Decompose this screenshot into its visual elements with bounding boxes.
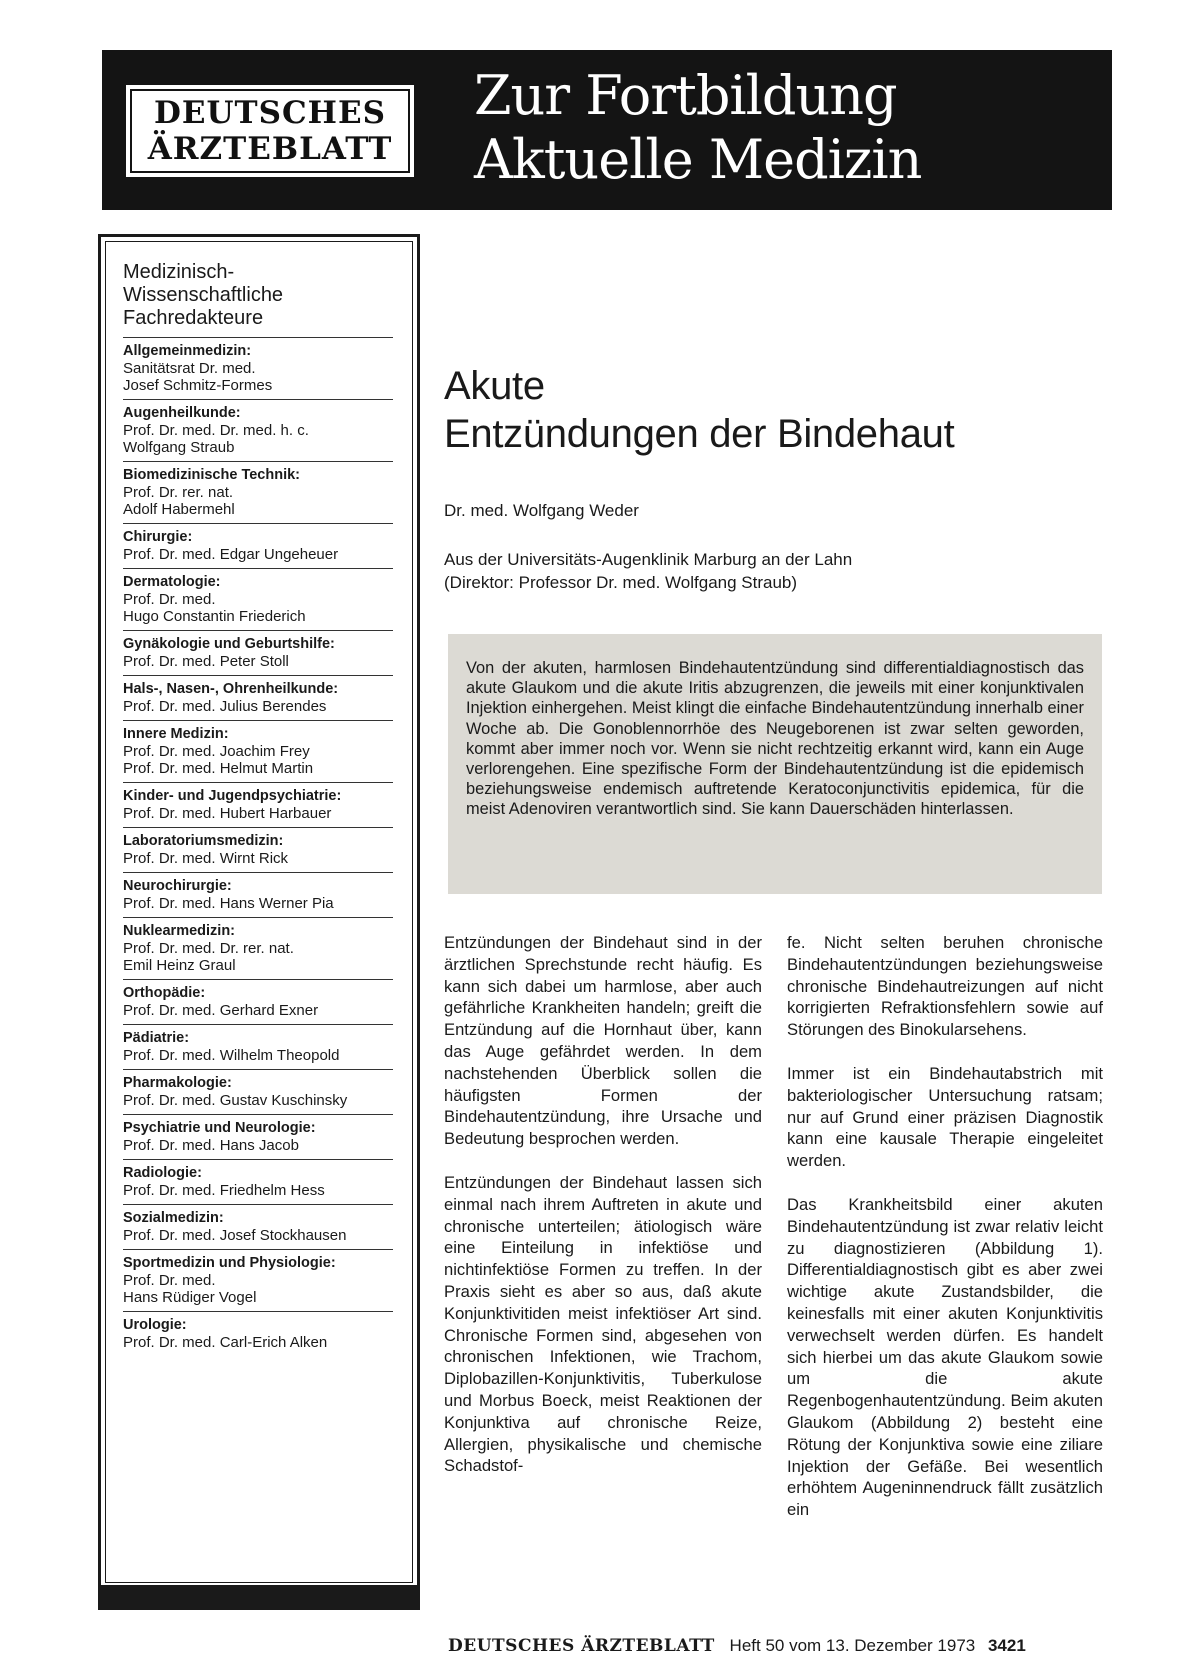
article-title-line-2: Entzündungen der Bindehaut (444, 412, 955, 456)
editors-heading-line: Fachredakteure (123, 307, 264, 329)
editor-specialty: Augenheilkunde: (123, 405, 241, 421)
editor-name-line: Prof. Dr. med. Edgar Ungeheuer (123, 546, 339, 563)
body-paragraph: fe. Nicht selten beruhen chronische Bindehautentzündungen beziehungsweise chronische Bindehautreizungen auf nicht korrigierten Refraktionsfehlern sowie auf Störungen des Binokularsehens. (787, 933, 1103, 1040)
editor-name-line: Prof. Dr. med. Joachim Frey (123, 743, 310, 760)
editor-specialty: Radiologie: (123, 1165, 202, 1181)
editor-entry (123, 1159, 393, 1204)
section-title (474, 64, 921, 192)
article-title-line-1: Akute (444, 364, 545, 408)
editor-entry (123, 568, 393, 630)
editor-name-line: Prof. Dr. med. Wirnt Rick (123, 850, 289, 867)
editor-name-line: Emil Heinz Graul (123, 957, 236, 974)
editor-name-line: Prof. Dr. med. Carl-Erich Alken (123, 1334, 328, 1351)
abstract-box (448, 634, 1102, 894)
body-paragraph: Entzündungen der Bindehaut lassen sich einmal nach ihrem Auftreten in akute und chronische unterteilen; ätiologisch wäre eine Einteilung in infektiöse und nichtinfektiöse Formen zu treffen. In der Praxis sieht es aber so aus, daß akute Konjunktivitiden meist infektiöser Art sind. Chronische Formen sind, abgesehen von chronischen Infektionen, wie Trachom, Diplobazillen-Konjunktivitis, Tuberkulose und Morbus Boeck, meist Reaktionen der Konjunktiva auf chronische Reize, Allergien, physikalische und chemische Schadstof- (444, 1172, 762, 1476)
editor-entry (123, 827, 393, 872)
abstract-text: Von der akuten, harmlosen Bindehautentzündung sind differentialdiagnostisch das akute Glaukom und die akute Iritis abzugrenzen, die jeweils mit einer konjunktivalen Injektion einhergehen. Meist klingt die einfache Bindehautentzündung innerhalb einer Woche ab. Die Gonoblennorrhöe des Neugeborenen ist zwar selten geworden, kommt aber immer noch vor. Wenn sie nicht rechtzeitig erkannt wird, kann ein Auge verlorengehen. Eine spezifische Form der Bindehautentzündung ist die epidemisch beziehungsweise endemisch auftretende Keratoconjunctivitis epidemica, für die meist Adenoviren verantwortlich sind. Sie kann Dauerschäden hinterlassen. (466, 659, 1084, 819)
editor-entry (123, 523, 393, 568)
editor-specialty: Hals-, Nasen-, Ohrenheilkunde: (123, 681, 339, 697)
editor-entry (123, 1114, 393, 1159)
editor-entry (123, 399, 393, 461)
journal-logo (126, 85, 414, 177)
article-title (444, 362, 1084, 458)
editor-name-line: Prof. Dr. rer. nat. (123, 484, 234, 501)
body-column-2 (787, 932, 1103, 1543)
editor-entry (123, 1024, 393, 1069)
editor-name-line: Prof. Dr. med. (123, 1272, 216, 1289)
page-number: 3421 (987, 1636, 1026, 1655)
editor-name-line: Prof. Dr. med. Gustav Kuschinsky (123, 1092, 348, 1109)
editor-specialty: Sozialmedizin: (123, 1210, 224, 1226)
editor-specialty: Pharmakologie: (123, 1075, 232, 1091)
editor-entry (123, 630, 393, 675)
editor-specialty: Psychiatrie und Neurologie: (123, 1120, 316, 1136)
editor-name-line: Prof. Dr. med. Hubert Harbauer (123, 805, 332, 822)
editor-name-line: Prof. Dr. med. Josef Stockhausen (123, 1227, 347, 1244)
footer-publication: DEUTSCHES ÄRZTEBLATT (448, 1636, 715, 1656)
editor-specialty: Dermatologie: (123, 574, 221, 590)
editor-entry (123, 720, 393, 782)
page-footer (448, 1635, 1106, 1657)
editor-specialty: Gynäkologie und Geburtshilfe: (123, 636, 335, 652)
editor-entry (123, 782, 393, 827)
editor-entry (123, 979, 393, 1024)
editor-entry (123, 1204, 393, 1249)
editor-entry (123, 872, 393, 917)
editor-specialty: Allgemeinmedizin: (123, 343, 252, 359)
editor-name-line: Adolf Habermehl (123, 501, 235, 518)
body-paragraph: Das Krankheitsbild einer akuten Bindehautentzündung ist zwar relativ leicht zu diagnostizieren (Abbildung 1). Differentialdiagnostisch gibt es aber zwei wichtige akute Zustandsbilder, die keinesfalls mit einer akuten Konjunktivitis verwechselt werden dürfen. Es handelt sich hierbei um das akute Glaukom sowie um die akute Regenbogenhautentzündung. Beim akuten Glaukom (Abbildung 2) besteht eine Rötung der Konjunktiva sowie eine ziliare Injektion der Gefäße. Bei wesentlich erhöhtem Augeninnendruck fällt zusätzlich ein (787, 1194, 1103, 1520)
editors-heading (123, 261, 393, 330)
masthead (102, 50, 1112, 210)
editor-specialty: Neurochirurgie: (123, 878, 232, 894)
editors-heading-line: Wissenschaftliche (123, 284, 284, 306)
editor-entry (123, 1311, 393, 1356)
editor-name-line: Josef Schmitz-Formes (123, 377, 273, 394)
editor-specialty: Orthopädie: (123, 985, 206, 1001)
affiliation-line: (Direktor: Professor Dr. med. Wolfgang Straub) (444, 573, 798, 592)
editor-name-line: Prof. Dr. med. Helmut Martin (123, 760, 314, 777)
section-title-line-1: Zur Fortbildung (474, 64, 897, 127)
editor-specialty: Urologie: (123, 1317, 187, 1333)
editor-name-line: Prof. Dr. med. Hans Jacob (123, 1137, 299, 1154)
editor-list (123, 337, 393, 1356)
editor-specialty: Nuklearmedizin: (123, 923, 235, 939)
editor-name-line: Prof. Dr. med. Dr. med. h. c. (123, 422, 309, 439)
affiliation-line: Aus der Universitäts-Augenklinik Marburg an der Lahn (444, 550, 853, 569)
editor-name-line: Prof. Dr. med. Dr. rer. nat. (123, 940, 294, 957)
body-column-1 (444, 932, 762, 1499)
body-paragraph: Immer ist ein Bindehautabstrich mit bakteriologischer Untersuchung ratsam; nur auf Grund einer präzisen Diagnostik kann eine kausale Therapie eingeleitet werden. (787, 1063, 1103, 1171)
editor-name-line: Prof. Dr. med. Gerhard Exner (123, 1002, 319, 1019)
footer-issue: Heft 50 vom 13. Dezember 1973 (729, 1636, 976, 1655)
editor-name-line: Sanitätsrat Dr. med. (123, 360, 256, 377)
editor-entry (123, 675, 393, 720)
editor-name-line: Prof. Dr. med. Julius Berendes (123, 698, 327, 715)
editor-name-line: Wolfgang Straub (123, 439, 235, 456)
editor-specialty: Innere Medizin: (123, 726, 229, 742)
editors-box (98, 234, 420, 1610)
editor-entry (123, 461, 393, 523)
editor-name-line: Prof. Dr. med. (123, 591, 216, 608)
editor-name-line: Hugo Constantin Friederich (123, 608, 306, 625)
editor-name-line: Hans Rüdiger Vogel (123, 1289, 257, 1306)
editor-name-line: Prof. Dr. med. Friedhelm Hess (123, 1182, 325, 1199)
editor-entry (123, 1249, 393, 1311)
editor-specialty: Sportmedizin und Physiologie: (123, 1255, 336, 1271)
editor-entry (123, 337, 393, 399)
editor-name-line: Prof. Dr. med. Peter Stoll (123, 653, 289, 670)
editor-name-line: Prof. Dr. med. Wilhelm Theopold (123, 1047, 340, 1064)
editor-specialty: Pädiatrie: (123, 1030, 190, 1046)
body-paragraph: Entzündungen der Bindehaut sind in der ärztlichen Sprechstunde recht häufig. Es kann sich dabei um harmlose, aber auch gefährliche Krankheiten handeln; greift die Entzündung auf die Hornhaut über, kann das Auge gefährdet werden. In dem nachstehenden Überblick sollen die häufigsten Formen der Bindehautentzündung, ihre Ursache und Bedeutung besprochen werden. (444, 933, 762, 1149)
editor-entry (123, 917, 393, 979)
editor-specialty: Chirurgie: (123, 529, 193, 545)
article-affiliation (444, 548, 852, 594)
editor-name-line: Prof. Dr. med. Hans Werner Pia (123, 895, 334, 912)
section-title-line-2: Aktuelle Medizin (474, 128, 922, 191)
editor-specialty: Laboratoriumsmedizin: (123, 833, 284, 849)
article-author: Dr. med. Wolfgang Weder (444, 501, 639, 520)
editor-entry (123, 1069, 393, 1114)
editors-footer-bar (101, 1585, 417, 1607)
editor-specialty: Kinder- und Jugendpsychiatrie: (123, 788, 342, 804)
logo-line-1: DEUTSCHES (154, 95, 386, 131)
logo-line-2: ÄRZTEBLATT (147, 131, 393, 167)
editors-heading-line: Medizinisch- (123, 261, 235, 283)
editor-specialty: Biomedizinische Technik: (123, 467, 300, 483)
